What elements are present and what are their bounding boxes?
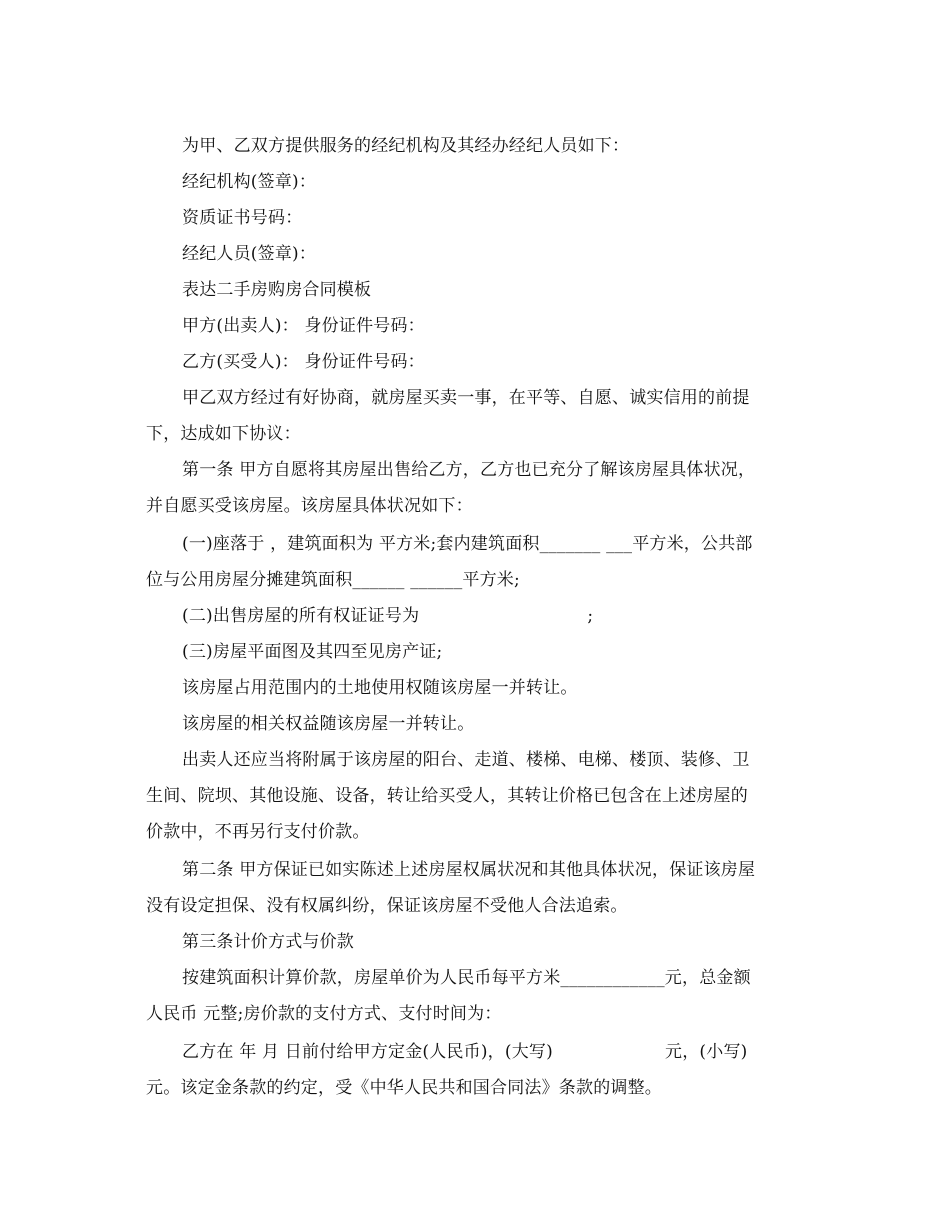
paragraph-attachments [146,742,806,850]
paragraph-article-3-title: 第三条计价方式与价款 [182,932,354,952]
paragraph-deposit [146,1034,806,1106]
paragraph-certificate-number: 资质证书号码： [182,208,303,228]
paragraph-related-rights: 该房屋的相关权益随该房屋一并转让。 [182,714,475,734]
text-line: 甲乙双方经过有好协商，就房屋买卖一事，在平等、自愿、诚实信用的前提 [182,388,750,408]
text-line: 没有设定担保、没有权属纠纷，保证该房屋不受他人合法追索。 [146,896,628,916]
paragraph-broker-person: 经纪人员(签章)： [182,244,317,264]
paragraph-item-2: (二)出售房屋的所有权证证号为 ; [182,606,594,626]
text-line: 人民币 元整;房价款的支付方式、支付时间为： [146,1004,502,1024]
paragraph-agreement-intro [146,380,806,452]
paragraph-pricing [146,960,806,1032]
paragraph-article-1 [146,452,806,524]
text-line: 第二条 甲方保证已如实陈述上述房屋权属状况和其他具体状况，保证该房屋 [182,860,756,880]
text-line: 乙方在 年 月 日前付给甲方定金(人民币)，(大写) 元，(小写) [182,1042,748,1062]
paragraph-party-b: 乙方(买受人)： 身份证件号码： [182,352,425,372]
paragraph-article-2 [146,852,806,924]
text-line: 下，达成如下协议： [146,424,301,444]
paragraph-item-3: (三)房屋平面图及其四至见房产证; [182,642,443,662]
text-line: (一)座落于 ，建筑面积为 平方米;套内建筑面积_______ ___平方米，公共部 [182,534,753,554]
paragraph-land-rights: 该房屋占用范围内的土地使用权随该房屋一并转让。 [182,678,578,698]
paragraph-contract-title: 表达二手房购房合同模板 [182,280,372,300]
paragraph-broker-agency: 经纪机构(签章)： [182,172,317,192]
text-line: 出卖人还应当将附属于该房屋的阳台、走道、楼梯、电梯、楼顶、装修、卫 [182,750,750,770]
paragraph-item-1 [146,526,806,598]
text-line: 按建筑面积计算价款，房屋单价为人民币每平方米____________元，总金额 [182,968,751,988]
text-line: 第一条 甲方自愿将其房屋出售给乙方，乙方也已充分了解该房屋具体状况， [182,460,756,480]
text-line: 位与公用房屋分摊建筑面积______ ______平方米; [146,570,520,590]
text-line: 并自愿买受该房屋。该房屋具体状况如下： [146,496,473,516]
text-line: 生间、院坝、其他设施、设备，转让给买受人，其转让价格已包含在上述房屋的 [146,786,748,806]
paragraph-broker-intro: 为甲、乙双方提供服务的经纪机构及其经办经纪人员如下： [182,136,630,156]
paragraph-party-a: 甲方(出卖人)： 身份证件号码： [182,316,425,336]
text-line: 价款中，不再另行支付价款。 [146,822,370,842]
text-line: 元。该定金条款的约定，受《中华人民共和国合同法》条款的调整。 [146,1078,662,1098]
